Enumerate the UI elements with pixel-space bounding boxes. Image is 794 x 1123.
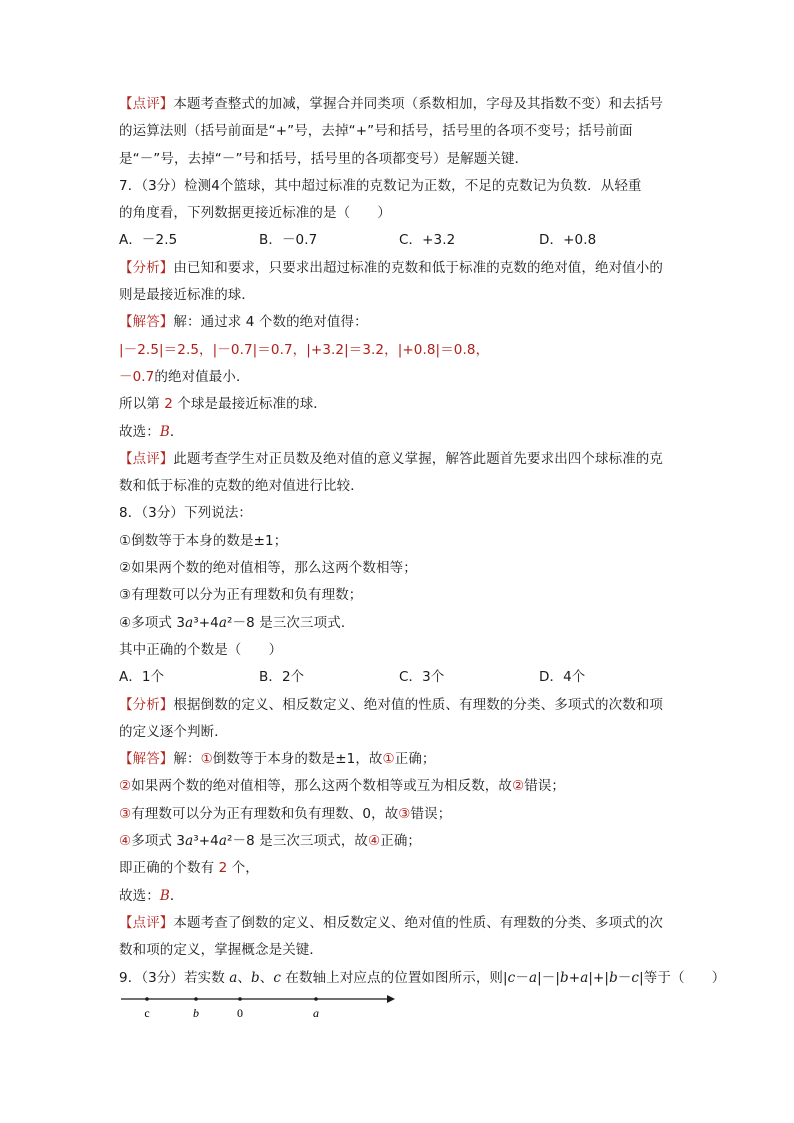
point-c xyxy=(145,997,149,1001)
section-tag: 【解答】 xyxy=(119,751,174,768)
text-line xyxy=(119,146,679,173)
number-line-figure xyxy=(119,991,399,1021)
text-segment: ² xyxy=(227,833,233,850)
text-segment: 则是最接近标准的球． xyxy=(119,287,255,304)
options-row xyxy=(119,227,679,254)
text-line xyxy=(119,419,679,446)
text-segment: c xyxy=(631,969,640,986)
text-line xyxy=(119,473,679,500)
text-segment: 的运算法则（括号前面是“+”号，去掉“+”号和括号，括号里的各项不变号；括号前面 xyxy=(119,123,633,140)
point-b xyxy=(194,997,198,1001)
comment-6 xyxy=(119,91,679,173)
text-line xyxy=(119,173,679,200)
text-line xyxy=(119,910,679,937)
text-segment: －0.7 xyxy=(119,368,155,385)
text-line xyxy=(119,719,679,746)
text-segment: 在数轴上对应点的位置如图所示，则| xyxy=(281,969,508,986)
text-segment: a xyxy=(580,969,589,986)
text-segment: 多项式 3 xyxy=(131,833,186,850)
text-segment: 错误； xyxy=(524,778,566,795)
text-segment: ④ xyxy=(119,614,132,631)
text-segment: ④ xyxy=(119,833,132,850)
text-segment: ③ xyxy=(398,805,411,822)
text-line xyxy=(119,364,679,391)
text-segment: 数和低于标准的克数的绝对值进行比较． xyxy=(119,478,364,495)
section-tag: 【点评】 xyxy=(119,450,174,467)
text-line xyxy=(119,200,679,227)
text-segment: 故选： xyxy=(119,423,160,440)
point-zero xyxy=(238,997,242,1001)
text-segment: 有理数可以分为正有理数和负有理数； xyxy=(131,587,363,604)
text-line xyxy=(119,965,726,992)
text-segment: ³ xyxy=(193,833,199,850)
text-segment: 7．（3分）检测4个篮球，其中超过标准的克数记为正数，不足的克数记为负数．从轻重 xyxy=(119,177,642,194)
text-line xyxy=(119,118,679,145)
text-segment: 如果两个数的绝对值相等，那么这两个数相等； xyxy=(131,560,417,577)
option-b: B．－0.7 xyxy=(259,232,318,249)
text-segment: 正确； xyxy=(380,833,422,850)
text-line xyxy=(119,555,679,582)
arrow-right-icon xyxy=(387,995,395,1003)
option-d: D．4个 xyxy=(539,669,586,686)
text-segment: b xyxy=(251,969,260,986)
text-segment: 本题考查整式的加减，掌握合并同类项（系数相加，字母及其指数不变）和去括号 xyxy=(173,96,664,112)
text-segment: ． xyxy=(169,887,184,904)
text-segment: 、 xyxy=(237,969,251,986)
option-a: A．1个 xyxy=(119,669,165,686)
text-segment: 的绝对值最小． xyxy=(154,368,250,385)
label-c: c xyxy=(144,1006,150,1020)
text-segment: |－| xyxy=(537,969,561,986)
label-b: b xyxy=(193,1006,199,1020)
text-line xyxy=(119,282,679,309)
text-segment: ④ xyxy=(368,833,381,850)
text-segment: 的定义逐个判断． xyxy=(119,723,228,740)
text-segment: B xyxy=(159,887,170,904)
point-a xyxy=(314,997,318,1001)
text-segment: ． xyxy=(169,423,184,440)
text-segment: a xyxy=(185,614,194,631)
text-line xyxy=(119,446,679,473)
text-segment: 倒数等于本身的数是±1，故 xyxy=(212,751,383,768)
label-a: a xyxy=(313,1006,319,1020)
text-segment: a xyxy=(528,969,538,986)
text-line xyxy=(119,828,679,855)
text-segment: －8 是三次三项式，故 xyxy=(232,833,369,850)
text-segment: 其中正确的个数是（ ） xyxy=(119,641,283,658)
text-segment: 正确； xyxy=(394,751,436,768)
text-segment: 由已知和要求，只要求出超过标准的克数和低于标准的克数的绝对值，绝对值小的 xyxy=(173,259,664,276)
comment-7 xyxy=(119,446,679,501)
document-page xyxy=(119,91,726,992)
text-line xyxy=(119,692,679,719)
option-c: C．3个 xyxy=(399,669,445,686)
options-7 xyxy=(119,227,679,254)
text-segment: 、 xyxy=(259,969,274,986)
text-line xyxy=(119,610,679,637)
text-segment: 是“－”号，去掉“－”号和括号，括号里的各项都变号）是解题关键． xyxy=(119,150,529,167)
text-segment: 有理数可以分为正有理数和负有理数、0，故 xyxy=(131,805,399,822)
options-row xyxy=(119,664,679,691)
text-segment: ② xyxy=(512,778,525,795)
option-c: C．+3.2 xyxy=(399,232,456,249)
section-tag: 【分析】 xyxy=(119,696,174,713)
options-8 xyxy=(119,664,679,691)
text-segment: 本题考查了倒数的定义、相反数定义、绝对值的性质、有理数的分类、多项式的次 xyxy=(173,914,664,931)
text-segment: ③ xyxy=(119,805,132,822)
text-segment: － xyxy=(617,969,632,986)
text-segment: 所以第 xyxy=(119,396,165,413)
text-segment: 8．（3分）下列说法： xyxy=(119,505,253,522)
text-line xyxy=(119,855,679,882)
section-tag: 【点评】 xyxy=(119,96,174,112)
text-segment: 个球是最接近标准的球． xyxy=(172,396,327,413)
text-line xyxy=(119,883,679,910)
text-segment: ② xyxy=(119,560,132,577)
text-line xyxy=(119,801,679,828)
text-segment: 根据倒数的定义、相反数定义、绝对值的性质、有理数的分类、多项式的次数和项 xyxy=(173,696,664,713)
text-segment: a xyxy=(229,969,238,986)
text-line xyxy=(119,337,679,364)
text-segment: ² xyxy=(227,614,233,631)
text-segment: ① xyxy=(119,532,132,549)
text-segment: + xyxy=(568,969,581,986)
question-7 xyxy=(119,173,679,228)
analysis-7 xyxy=(119,255,679,310)
section-tag: 【分析】 xyxy=(119,259,174,276)
text-segment: a xyxy=(218,614,228,631)
option-a: A．－2.5 xyxy=(119,232,178,249)
text-segment: 故选： xyxy=(119,887,160,904)
comment-8 xyxy=(119,910,679,965)
text-segment: 错误； xyxy=(410,805,452,822)
answer-8 xyxy=(119,746,679,910)
answer-7 xyxy=(119,309,679,445)
question-8 xyxy=(119,500,679,664)
text-segment: ① xyxy=(382,751,395,768)
text-segment: c xyxy=(507,969,516,986)
option-d: D．+0.8 xyxy=(539,232,597,249)
text-segment: 解： xyxy=(173,751,201,768)
question-9 xyxy=(119,965,726,992)
text-segment: － xyxy=(515,969,529,986)
text-segment: 个， xyxy=(227,860,259,877)
text-segment: B xyxy=(159,423,170,440)
text-segment: |－2.5|＝2.5，|－0.7|＝0.7，|+3.2|＝3.2，|+0.8|＝0.8， xyxy=(119,341,490,358)
text-line xyxy=(119,91,679,118)
text-line xyxy=(119,528,679,555)
section-tag: 【解答】 xyxy=(119,314,174,331)
text-segment: －8 是三次三项式． xyxy=(232,614,355,631)
text-segment: b xyxy=(609,969,618,986)
text-segment: +4 xyxy=(198,614,219,631)
text-line xyxy=(119,582,679,609)
text-segment: +4 xyxy=(198,833,219,850)
text-line xyxy=(119,391,679,418)
text-segment: 解：通过求 4 个数的绝对值得： xyxy=(173,314,368,331)
text-segment: ³ xyxy=(193,614,199,631)
text-segment: b xyxy=(560,969,569,986)
text-segment: 2 xyxy=(164,396,173,413)
text-segment: 数和项的定义，掌握概念是关键． xyxy=(119,942,323,959)
text-segment: 此题考查学生对正员数及绝对值的意义掌握，解答此题首先要求出四个球标准的克 xyxy=(173,450,664,467)
text-segment: c xyxy=(273,969,282,986)
text-line xyxy=(119,773,679,800)
text-segment: ③ xyxy=(119,587,132,604)
section-tag: 【点评】 xyxy=(119,914,174,931)
label-zero: 0 xyxy=(237,1006,243,1020)
text-line xyxy=(119,637,679,664)
text-segment: a xyxy=(218,833,228,850)
text-segment: 如果两个数的绝对值相等，那么这两个数相等或互为相反数，故 xyxy=(131,778,513,795)
text-segment: 9．（3分）若实数 xyxy=(119,969,230,986)
analysis-8 xyxy=(119,692,679,747)
text-segment: 多项式 3 xyxy=(131,614,186,631)
text-line xyxy=(119,309,679,336)
option-b: B．2个 xyxy=(259,669,305,686)
text-segment: ② xyxy=(119,778,132,795)
text-segment: 的角度看，下列数据更接近标准的是（ ） xyxy=(119,205,391,222)
text-line xyxy=(119,746,679,773)
text-line xyxy=(119,255,679,282)
text-line xyxy=(119,937,679,964)
text-segment: ① xyxy=(200,751,213,768)
text-segment: |+| xyxy=(588,969,610,986)
text-segment: 倒数等于本身的数是±1； xyxy=(131,532,288,549)
text-line xyxy=(119,500,679,527)
text-segment: 2 xyxy=(218,860,228,877)
text-segment: 即正确的个数有 xyxy=(119,860,219,877)
text-segment: a xyxy=(185,833,194,850)
text-segment: |等于（ ） xyxy=(639,969,726,986)
